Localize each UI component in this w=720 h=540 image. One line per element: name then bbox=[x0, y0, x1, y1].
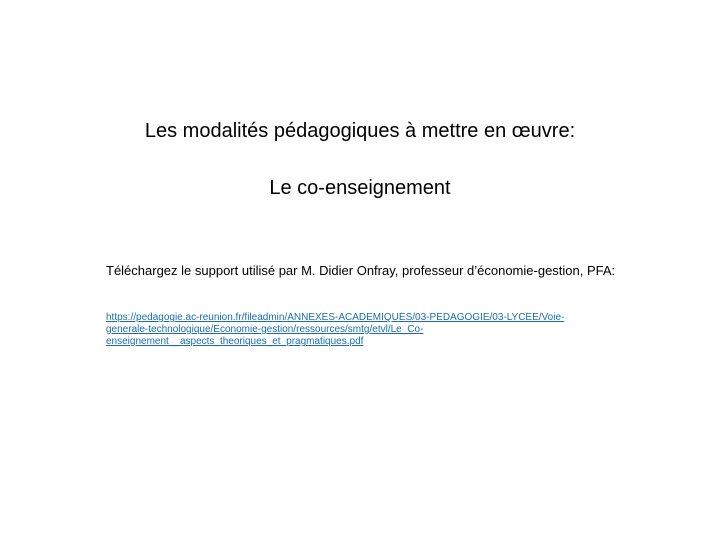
slide-subtitle: Le co-enseignement bbox=[269, 177, 451, 199]
download-link[interactable] bbox=[106, 312, 626, 348]
download-link-line-3: enseignement__aspects_theoriques_et_pragmatiques.pdf bbox=[106, 336, 364, 347]
download-link-line-2: generale-technologique/Economie-gestion/ressources/smtg/etvl/Le_Co- bbox=[106, 324, 424, 335]
download-instructions: Téléchargez le support utilisé par M. Didier Onfray, professeur d’économie-gestion, PFA: bbox=[106, 263, 616, 278]
slide-title: Les modalités pédagogiques à mettre en œuvre: bbox=[144, 120, 576, 142]
download-link-line-1: https://pedagogie.ac-reunion.fr/fileadmin/ANNEXES-ACADEMIQUES/03-PEDAGOGIE/03-LYCEE/Voie- bbox=[106, 312, 565, 323]
